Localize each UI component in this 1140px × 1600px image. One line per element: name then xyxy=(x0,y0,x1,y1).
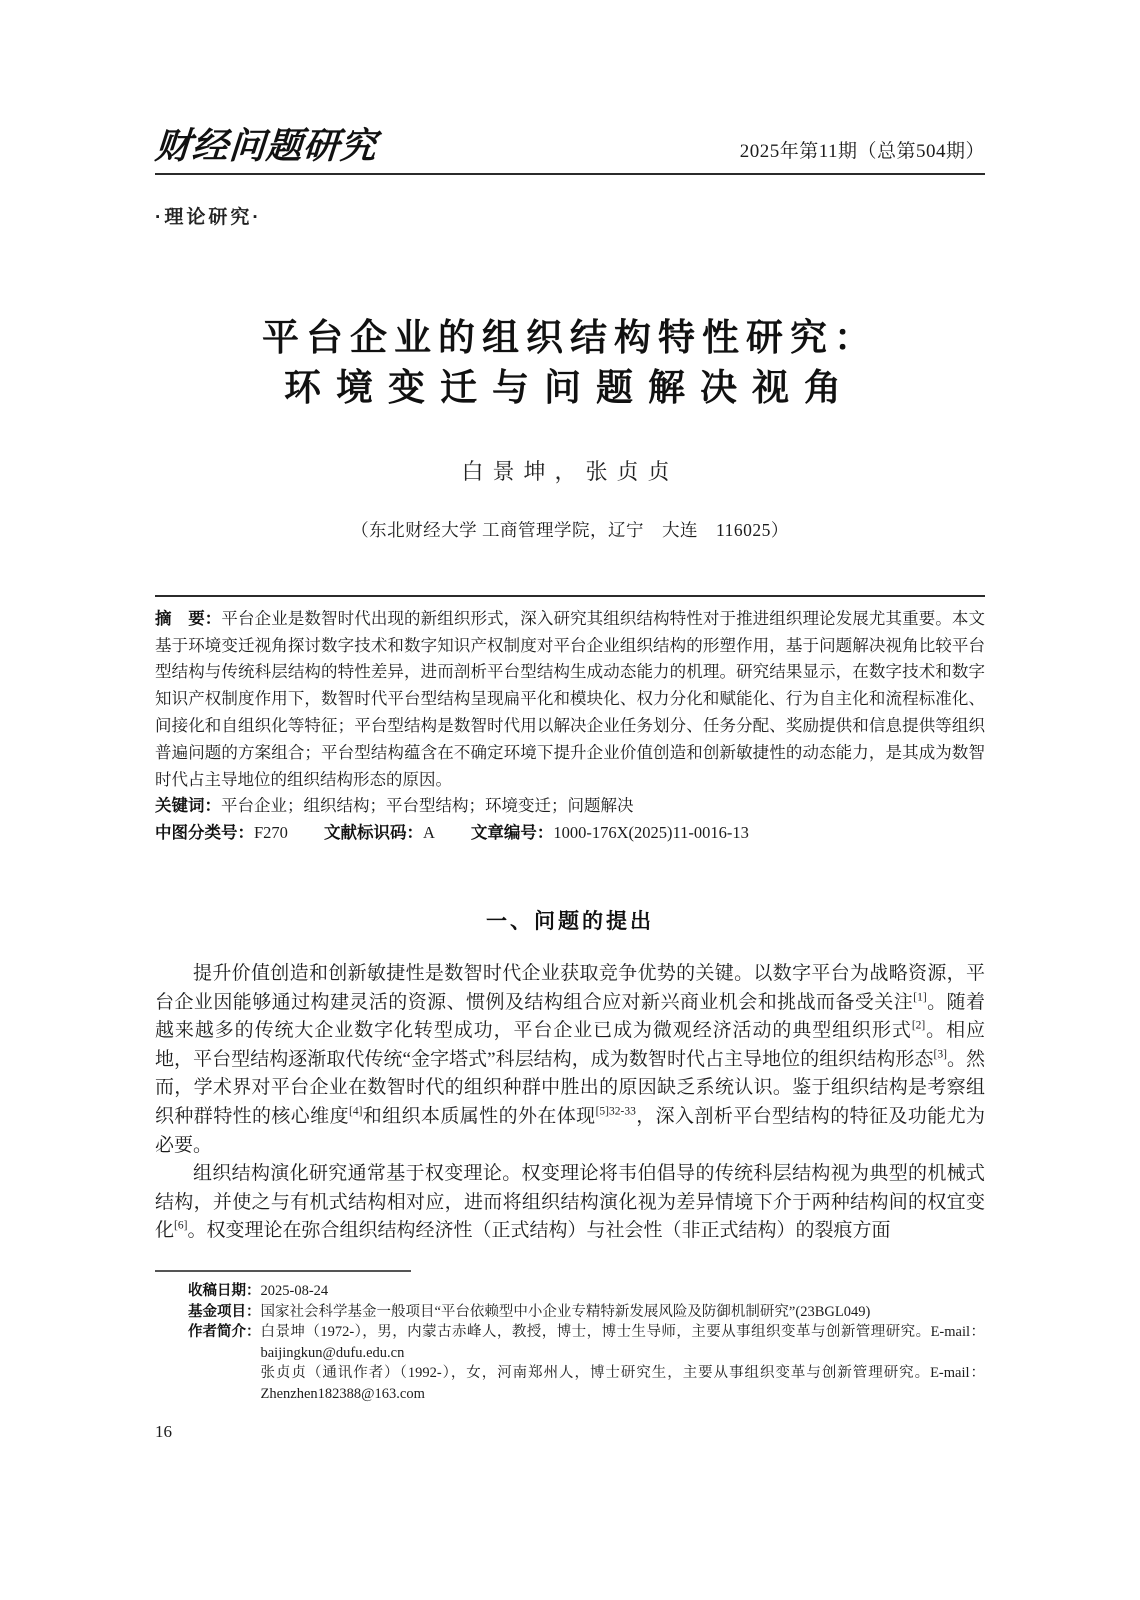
article-id-value: 1000-176X(2025)11-0016-13 xyxy=(553,823,749,843)
received-value: 2025-08-24 xyxy=(260,1282,329,1299)
abstract-divider xyxy=(155,595,985,597)
body-paragraph-2: 组织结构演化研究通常基于权变理论。权变理论将韦伯倡导的传统科层结构视为典型的机械式结构，并使之与有机式结构相对应，进而将组织结构演化视为差异情境下介于两种结构间的权宜变化[6]。权变理论在弥合组织结构经济性（正式结构）与社会性（非正式结构）的裂痕方面 xyxy=(155,1163,985,1242)
bio-values xyxy=(261,1322,986,1404)
page-content xyxy=(155,0,985,1442)
journal-header xyxy=(153,125,985,175)
article-title-line2: 环境变迁与问题解决视角 xyxy=(284,366,856,408)
issue-info: 2025年第11期（总第504期） xyxy=(739,141,985,162)
article-id-label: 文章编号： xyxy=(470,824,554,843)
doc-code-value: A xyxy=(422,823,435,843)
keywords-label: 关键词： xyxy=(155,797,221,816)
abstract-block xyxy=(155,606,985,847)
received-label: 收稿日期： xyxy=(188,1282,261,1299)
bio-label: 作者简介： xyxy=(188,1324,261,1341)
column-tag: ·理论研究· xyxy=(155,206,262,228)
footnotes xyxy=(155,1281,985,1405)
fund-value: 国家社会科学基金一般项目“平台依赖型中小企业专精特新发展风险及防御机制研究”(23BGL049) xyxy=(260,1303,871,1320)
fund-label: 基金项目： xyxy=(188,1303,261,1320)
body-paragraph-1: 提升价值创造和创新敏捷性是数智时代企业获取竞争优势的关键。以数字平台为战略资源，平台企业因能够通过构建灵活的资源、惯例及结构组合应对新兴商业机会和挑战而备受关注[1]。随着越来越多的传统大企业数字化转型成功，平台企业已成为微观经济活动的典型组织形式[2]。相应地，平台型结构逐渐取代传统“金字塔式”科层结构，成为数智时代占主导地位的组织结构形态[3]。然而，学术界对平台企业在数智时代的组织种群中胜出的原因缺乏系统认识。鉴于组织结构是考察组织种群特性的核心维度[4]和组织本质属性的外在体现$^{[5]32-33}$，深入剖析平台型结构的特征及功能尤为必要。 xyxy=(155,962,985,1156)
doc-code-group xyxy=(324,823,435,842)
footnote-bio xyxy=(188,1322,985,1404)
affiliation: （东北财经大学 工商管理学院，辽宁 大连 116025） xyxy=(351,519,789,540)
abstract-label: 摘 要： xyxy=(155,609,222,628)
bio-author-2: 张贞贞（通讯作者）（1992-），女，河南郑州人，博士研究生，主要从事组织变革与创新管理研究。E-mail：Zhenzhen182388@163.com xyxy=(260,1365,985,1402)
footnote-divider xyxy=(155,1270,411,1272)
clc-label: 中图分类号： xyxy=(155,824,254,843)
abstract-paragraph xyxy=(155,606,985,794)
article-id-group xyxy=(471,823,749,842)
clc-group xyxy=(155,823,288,842)
article-title xyxy=(155,313,985,413)
page-number: 16 xyxy=(155,1422,172,1442)
footnote-received xyxy=(188,1281,985,1302)
keywords-line xyxy=(155,793,985,820)
section-heading: 一、问题的提出 xyxy=(486,909,654,933)
keywords-text: 平台企业；组织结构；平台型结构；环境变迁；问题解决 xyxy=(221,796,634,816)
abstract-text: 平台企业是数智时代出现的新组织形式，深入研究其组织结构特性对于推进组织理论发展尤其重要。本文基于环境变迁视角探讨数字技术和数字知识产权制度对平台企业组织结构的形塑作用，基于问题解决视角比较平台型结构与传统科层结构的特性差异，进而剖析平台型结构生成动态能力的机理。研究结果显示，在数字技术和数字知识产权制度作用下，数智时代平台型结构呈现扁平化和模块化、权力分化和赋能化、行为自主化和流程标准化、间接化和自组织化等特征；平台型结构是数智时代用以解决企业任务划分、任务分配、奖励提供和信息提供等组织普遍问题的方案组合；平台型结构蕴含在不确定环境下提升企业价值创造和创新敏捷性的动态能力，是其成为数智时代占主导地位的组织结构形态的原因。 xyxy=(155,608,986,789)
body-text xyxy=(155,960,985,1246)
journal-logo: 财经问题研究 xyxy=(153,125,379,167)
article-title-line1: 平台企业的组织结构特性研究： xyxy=(262,316,878,358)
classification-line xyxy=(155,820,985,847)
doc-code-label: 文献标识码： xyxy=(323,824,423,843)
clc-value: F270 xyxy=(254,823,288,843)
footnote-fund xyxy=(188,1302,985,1323)
bio-author-1: 白景坤（1972-），男，内蒙古赤峰人，教授，博士，博士生导师，主要从事组织变革与创新管理研究。E-mail：baijingkun@dufu.edu.cn xyxy=(260,1324,985,1361)
authors: 白景坤，张贞贞 xyxy=(461,458,679,484)
